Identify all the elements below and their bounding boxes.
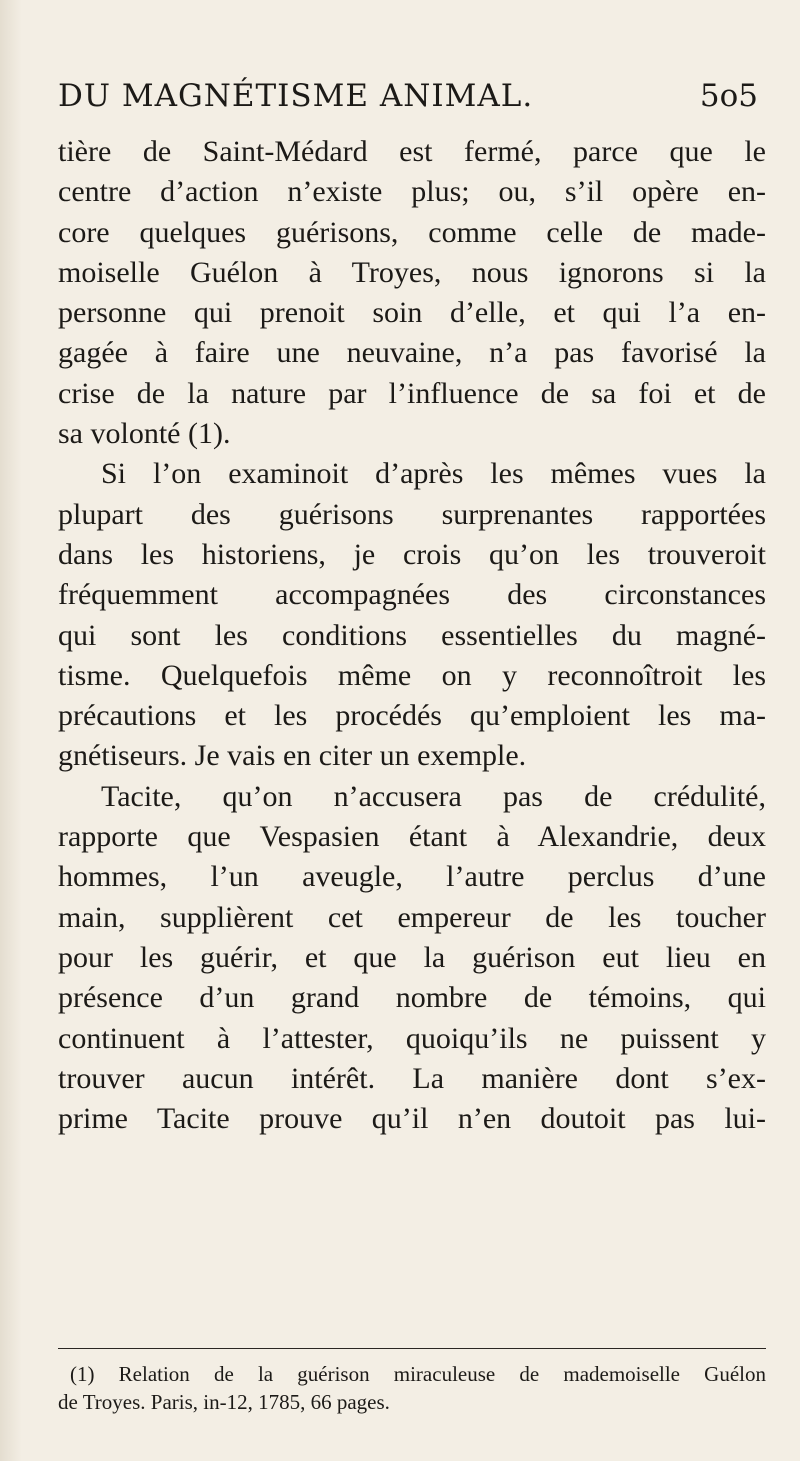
text-line: rapporte que Vespasien étant à Alexandrie, deux [58, 820, 766, 854]
text-line: tière de Saint-Médard est fermé, parce que le [58, 135, 766, 168]
footnote-divider [58, 1348, 766, 1349]
text-line: hommes, l’un aveugle, l’autre perclus d’une [58, 860, 766, 894]
text-line: continuent à l’attester, quoiqu’ils ne puissent y [58, 1021, 766, 1055]
page-edge-shadow [0, 0, 22, 1461]
text-line: gnétiseurs. Je vais en citer un exemple. [58, 739, 527, 773]
footnote-line: de Troyes. Paris, in-12, 1785, 66 pages. [58, 1390, 390, 1414]
running-header [58, 78, 758, 122]
text-line: personne qui prenoit soin d’elle, et qui l’a en- [58, 296, 766, 330]
text-line: plupart des guérisons surprenantes rapportées [58, 497, 766, 531]
text-line: qui sont les conditions essentielles du magné- [58, 618, 766, 652]
text-line: pour les guérir, et que la guérison eut lieu en [58, 940, 766, 974]
text-line: core quelques guérisons, comme celle de made- [58, 215, 766, 249]
paragraph-start: Si l’on examinoit d’après les mêmes vues la [101, 457, 766, 491]
text-line: main, supplièrent cet empereur de les toucher [58, 900, 766, 934]
text-line: trouver aucun intérêt. La manière dont s’ex- [58, 1061, 766, 1095]
page-number: 5o5 [699, 78, 758, 114]
text-line: centre d’action n’existe plus; ou, s’il opère en- [58, 175, 766, 209]
text-line: sa volonté (1). [58, 417, 231, 451]
text-line: crise de la nature par l’influence de sa foi et de [58, 376, 766, 410]
text-line: tisme. Quelquefois même on y reconnoîtroit les [58, 658, 766, 692]
paragraph-start: Tacite, qu’on n’accusera pas de crédulité, [101, 779, 766, 813]
text-line: fréquemment accompagnées des circonstances [58, 578, 766, 612]
text-line: précautions et les procédés qu’emploient les ma- [58, 699, 766, 733]
footnote-line: (1) Relation de la guérison miraculeuse de mademoiselle Guélon [70, 1362, 766, 1386]
text-line: dans les historiens, je crois qu’on les trouveroit [58, 537, 766, 571]
running-title: DU MAGNÉTISME ANIMAL. [58, 78, 534, 114]
text-line: gagée à faire une neuvaine, n’a pas favorisé la [58, 336, 766, 370]
footnote [58, 1360, 766, 1416]
text-line: prime Tacite prouve qu’il n’en doutoit pas lui- [58, 1102, 766, 1136]
body-text [58, 132, 766, 1139]
text-line: présence d’un grand nombre de témoins, qui [58, 981, 766, 1015]
text-line: moiselle Guélon à Troyes, nous ignorons si la [58, 255, 766, 289]
